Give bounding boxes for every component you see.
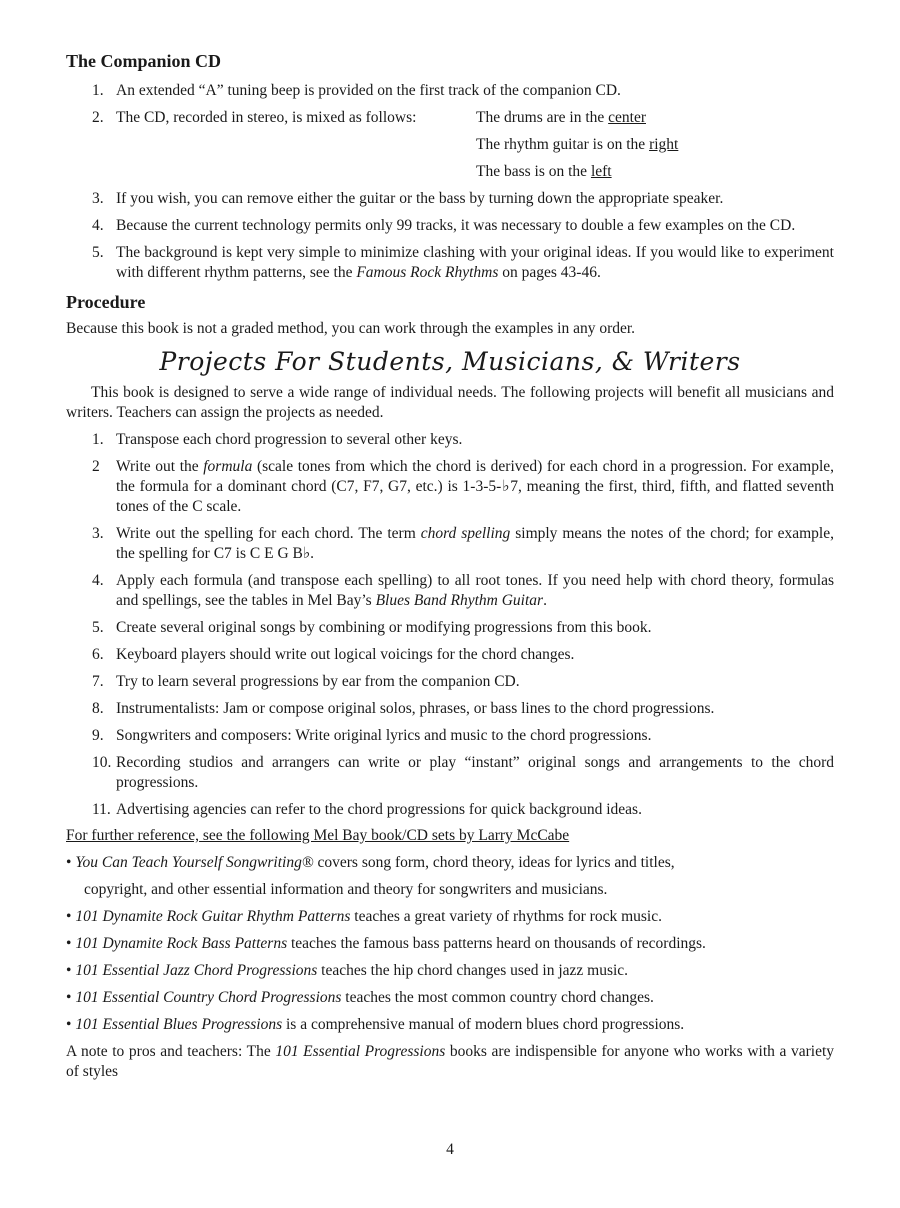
reference-item: • 101 Dynamite Rock Guitar Rhythm Patterns teaches a great variety of rhythms for rock music. xyxy=(66,908,662,925)
page-content xyxy=(66,46,834,1082)
procedure-text: Because this book is not a graded method, you can work through the examples in any order. xyxy=(66,320,636,337)
references-list xyxy=(66,853,834,1035)
reference-item: • 101 Dynamite Rock Bass Patterns teaches the famous bass patterns heard on thousands of recordings. xyxy=(66,935,706,952)
note-to-pros: A note to pros and teachers: The 101 Essential Progressions books are indispensible for anyone who works with a variety of styles xyxy=(66,1043,835,1080)
item-text: An extended “A” tuning beep is provided on the first track of the companion CD. xyxy=(116,82,621,99)
list-item xyxy=(66,108,834,182)
list-item xyxy=(66,189,834,209)
section-heading-procedure: Procedure xyxy=(66,292,146,312)
mix-line-drums: The drums are in the center xyxy=(476,109,646,126)
list-item: 5. Create several original songs by combining or modifying progressions from this book. xyxy=(92,619,652,636)
item-text: Because the current technology permits only 99 tracks, it was necessary to double a few examples on the CD. xyxy=(116,217,796,234)
list-item: 6. Keyboard players should write out logical voicings for the chord changes. xyxy=(92,646,575,663)
item-number: 1. xyxy=(92,82,104,99)
book-title: 101 Essential Country Chord Progressions xyxy=(75,989,342,1006)
mix-list xyxy=(476,108,834,182)
list-item: 7. Try to learn several progressions by ear from the companion CD. xyxy=(92,673,520,690)
item-number: 5. xyxy=(92,244,104,261)
mix-line-bass: The bass is on the left xyxy=(476,163,612,180)
reference-item: • 101 Essential Country Chord Progressions teaches the most common country chord changes. xyxy=(66,989,654,1006)
mix-line-guitar: The rhythm guitar is on the right xyxy=(476,136,679,153)
book-title-italic: Famous Rock Rhythms xyxy=(356,264,499,281)
list-item: 2 Write out the formula (scale tones from which the chord is derived) for each chord in a progression. For example, the formula for a dominant chord (C7, F7, G7, etc.) is 1-3-5-♭7, meaning the first, third, fifth, and flatted seventh tones of the C scale. xyxy=(92,458,835,515)
book-title: 101 Essential Jazz Chord Progressions xyxy=(75,962,318,979)
projects-list xyxy=(66,430,834,820)
list-item xyxy=(66,81,834,101)
stereo-mix-table xyxy=(116,108,834,182)
references-heading: For further reference, see the following Mel Bay book/CD sets by Larry McCabe xyxy=(66,827,570,844)
reference-item: • 101 Essential Blues Progressions is a comprehensive manual of modern blues chord progressions. xyxy=(66,1016,685,1033)
list-item: 8. Instrumentalists: Jam or compose original solos, phrases, or bass lines to the chord progressions. xyxy=(92,700,715,717)
list-item: 9. Songwriters and composers: Write original lyrics and music to the chord progressions. xyxy=(92,727,652,744)
item-text: The CD, recorded in stereo, is mixed as follows: xyxy=(116,109,417,126)
book-title: 101 Dynamite Rock Guitar Rhythm Patterns xyxy=(75,908,351,925)
companion-cd-list xyxy=(66,81,834,283)
section-heading-companion-cd: The Companion CD xyxy=(66,51,222,71)
list-item: 5. The background is kept very simple to minimize clashing with your original ideas. If you would like to experiment with different rhythm patterns, see the Famous Rock Rhythms on pages 43-46. xyxy=(92,244,834,281)
item-number: 2. xyxy=(92,109,104,126)
list-item: 10. Recording studios and arrangers can write or play “instant” original songs and arrangements to the chord progressions. xyxy=(92,754,834,791)
list-item: 4. Apply each formula (and transpose each spelling) to all root tones. If you need help with chord theory, formulas and spellings, see the tables in Mel Bay’s Blues Band Rhythm Guitar. xyxy=(92,572,834,609)
book-title: 101 Essential Blues Progressions xyxy=(75,1016,283,1033)
page-number: 4 xyxy=(446,1141,454,1158)
list-item xyxy=(66,216,834,236)
reference-item: • You Can Teach Yourself Songwriting® covers song form, chord theory, ideas for lyrics and titles, copyright, and other essential information and theory for songwriters and musicians. xyxy=(66,854,675,898)
item-number: 3. xyxy=(92,190,104,207)
book-title: You Can Teach Yourself Songwriting® xyxy=(75,854,314,871)
projects-title: Projects For Students, Musicians, & Writers xyxy=(159,347,741,376)
item-text: If you wish, you can remove either the guitar or the bass by turning down the appropriate speaker. xyxy=(116,190,724,207)
reference-item: • 101 Essential Jazz Chord Progressions teaches the hip chord changes used in jazz music. xyxy=(66,962,629,979)
list-item: 1. Transpose each chord progression to several other keys. xyxy=(92,431,463,448)
list-item: 3. Write out the spelling for each chord. The term chord spelling simply means the notes of the chord; for example, the spelling for C7 is C E G B♭. xyxy=(92,525,834,562)
list-item: 11. Advertising agencies can refer to the chord progressions for quick background ideas. xyxy=(92,801,642,818)
item-number: 4. xyxy=(92,217,104,234)
projects-intro: This book is designed to serve a wide range of individual needs. The following projects will benefit all musicians and writers. Teachers can assign the projects as needed. xyxy=(66,384,834,421)
book-title: 101 Dynamite Rock Bass Patterns xyxy=(75,935,288,952)
